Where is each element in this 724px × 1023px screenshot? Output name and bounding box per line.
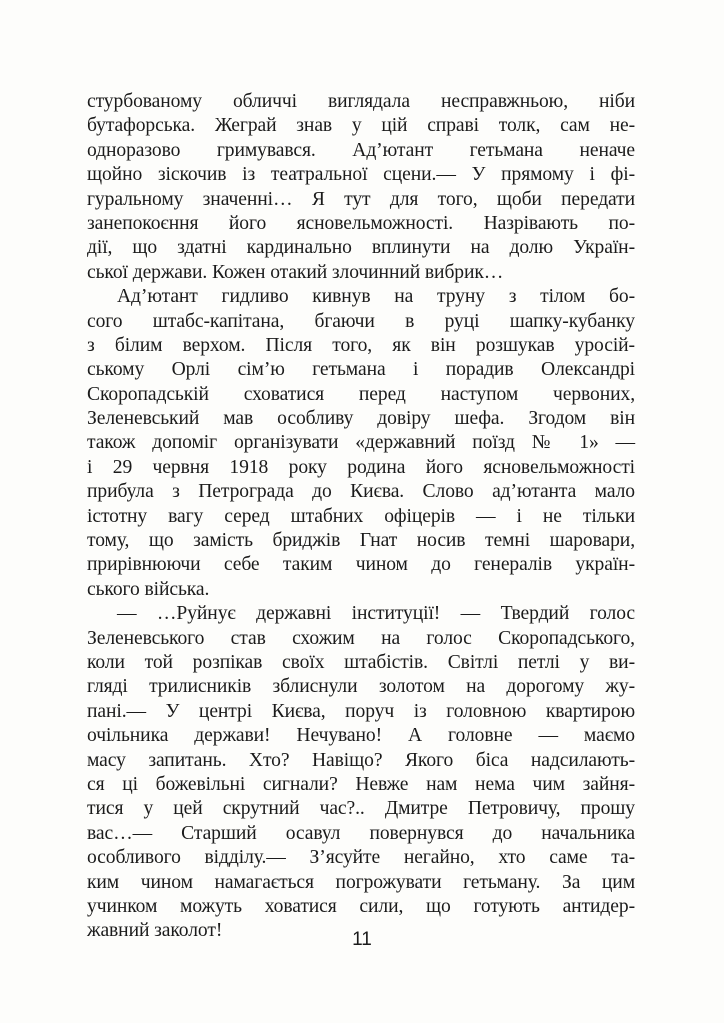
text-line: Зеленевського став схожим на голос Скоропадського, <box>87 627 635 649</box>
text-line: учинком можуть ховатися сили, що готують антидер- <box>87 895 635 917</box>
paragraph <box>87 285 635 602</box>
text-line: ському Орлі сім’ю гетьмана і порадив Олександрі <box>87 359 635 381</box>
text-line: тися у цей скрутний час?.. Дмитре Петровичу, прошу <box>87 798 635 820</box>
text-line: прибула з Петрограда до Києва. Слово ад’ютанта мало <box>87 481 635 503</box>
text-line: тому, що замість бриджів Гнат носив темні шаровари, <box>87 530 635 552</box>
text-line: сого штабс-капітана, бгаючи в руці шапку-кубанку <box>87 310 635 332</box>
paragraph <box>87 602 635 943</box>
text-line: очільника держави! Нечувано! А головне — маємо <box>87 725 635 747</box>
text-line: щойно зіскочив із театральної сцени.— У прямому і фі- <box>87 164 635 186</box>
text-line: з білим верхом. Після того, як він розшукав уросій- <box>87 334 635 356</box>
text-line: дії, що здатні кардинально вплинути на долю Україн- <box>87 237 635 259</box>
text-line: гляді трилисників зблиснули золотом на дорогому жу- <box>87 676 635 698</box>
text-line: бутафорська. Жеграй знав у цій справі толк, сам не- <box>87 115 635 137</box>
text-line: ким чином намагається погрожувати гетьману. За цим <box>87 871 635 893</box>
text-line: Скоропадській сховатися перед наступом червоних, <box>87 383 635 405</box>
text-line: — …Руйнує державні інституції! — Твердий голос <box>117 603 635 625</box>
text-line: пані.— У центрі Києва, поруч із головною квартирою <box>87 700 635 722</box>
text-line: жавний заколот! <box>87 920 223 942</box>
text-line: ської держави. Кожен отакий злочинний вибрик… <box>87 261 504 283</box>
body-text <box>87 90 635 944</box>
text-line: Зеленевський мав особливу довіру шефа. Згодом він <box>87 408 635 430</box>
text-line: істотну вагу серед штабних офіцерів — і не тільки <box>87 505 635 527</box>
text-line: коли той розпікав своїх штабістів. Світлі петлі у ви- <box>87 651 635 673</box>
paragraph <box>87 90 635 285</box>
text-line: Ад’ютант гидливо кивнув на труну з тілом бо- <box>117 286 635 308</box>
text-line: одноразово гримувався. Ад’ютант гетьмана неначе <box>87 139 635 161</box>
text-line: ського війська. <box>87 578 210 600</box>
text-line: гуральному значенні… Я тут для того, щоби передати <box>87 188 635 210</box>
text-line: стурбованому обличчі виглядала несправжньою, ніби <box>87 91 635 112</box>
page-number: 11 <box>352 929 372 950</box>
text-line: занепокоєння його ясновельможності. Назрівають по- <box>87 212 635 234</box>
text-line: ся ці божевільні сигнали? Невже нам нема чим зайня- <box>87 773 635 795</box>
text-line: і 29 червня 1918 року родина його ясновельможності <box>87 456 635 478</box>
text-line: особливого відділу.— З’ясуйте негайно, хто саме та- <box>87 847 635 869</box>
text-line: масу запитань. Хто? Навіщо? Якого біса надсилають- <box>87 749 635 771</box>
text-line: прирівнюючи себе таким чином до генералів україн- <box>87 554 635 576</box>
text-line: вас…— Старший осавул повернувся до начальника <box>87 822 635 844</box>
text-line: також допоміг організувати «державний поїзд № 1» — <box>87 432 635 454</box>
